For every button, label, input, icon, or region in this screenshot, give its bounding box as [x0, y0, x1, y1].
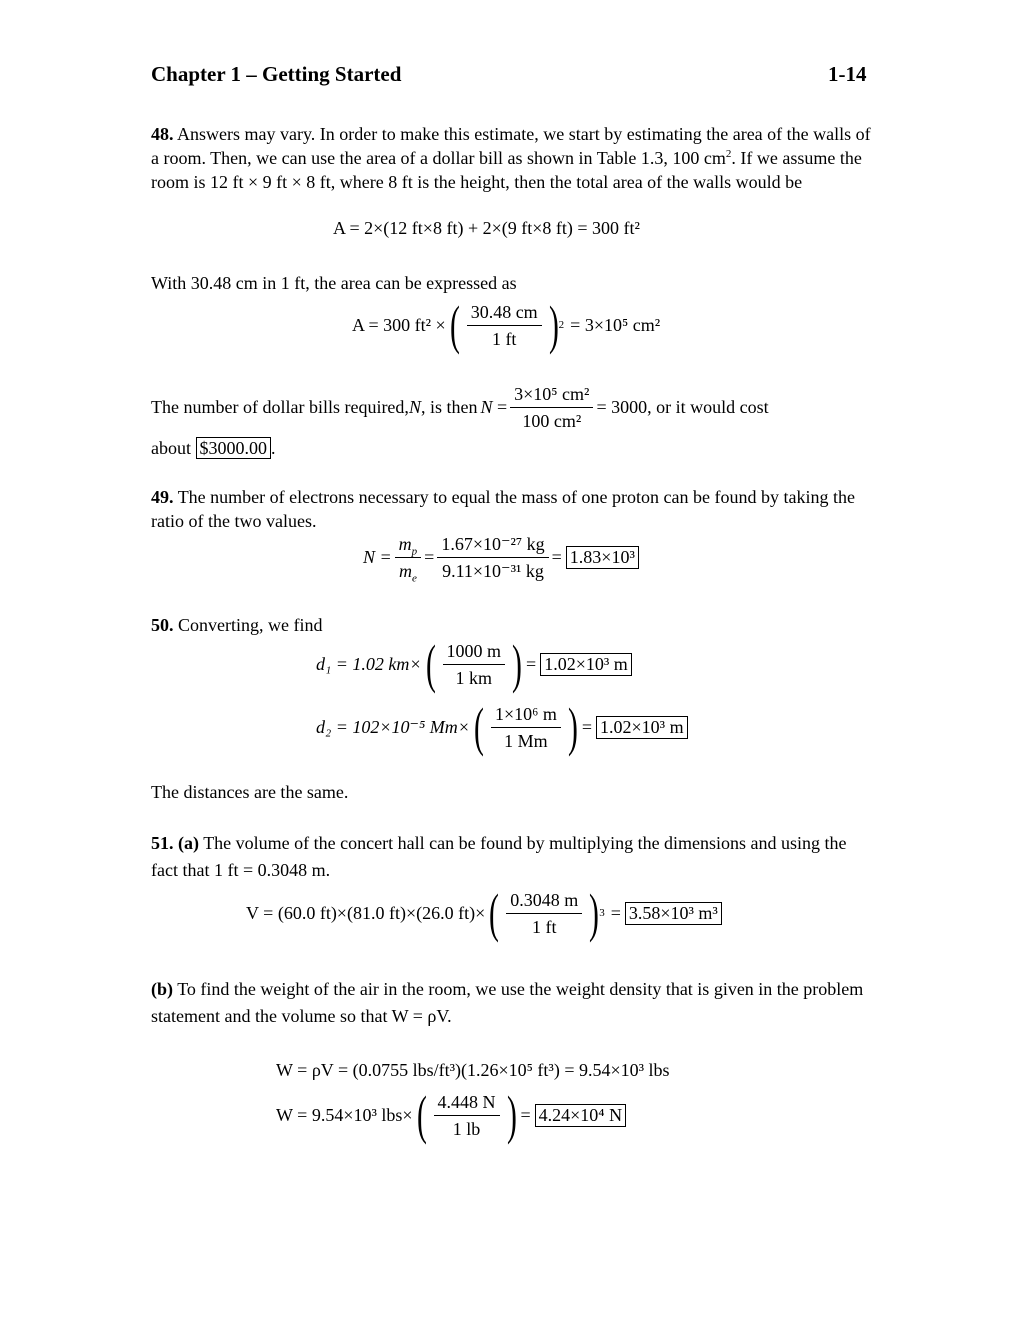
page-number: 1-14 — [828, 62, 867, 86]
paren-close: ) — [506, 1085, 517, 1145]
paren-open: ( — [489, 883, 500, 943]
paren-close: ) — [548, 295, 559, 355]
problem-number: 48. — [151, 124, 174, 144]
eq-left: W = 9.54×10³ lbs× — [276, 1104, 413, 1125]
var-n: N — [408, 397, 421, 417]
paren-open: ( — [416, 1085, 427, 1145]
problem-51a-body: The volume of the concert hall can be found by multiplying the dimensions and using the fact that 1 ft = 0.3048 m. — [151, 833, 847, 880]
denominator: 100 cm² — [522, 411, 582, 431]
denominator: 1 Mm — [504, 730, 548, 751]
equation-d2: d₂ = 102×10⁻⁵ Mm× ( $\frac{\text{1×10⁶ m}}{1 Mm}$ ) = 1.02×10³ m — [316, 700, 688, 754]
equation-d1: d₁ = 1.02 km× ( $\frac{1000 m}{1 km}$ ) = 1.02×10³ m — [316, 637, 632, 691]
text: , or it would cost — [647, 397, 769, 417]
equation-weight-newtons: W = 9.54×10³ lbs× ( $\frac{4.448 N}{1 lb}$ ) = 4.24×10⁴ N — [276, 1088, 626, 1142]
equation-volume: V = (60.0 ft)×(81.0 ft)×(26.0 ft)× ( $\frac{0.3048 m}{1 ft}$ ) 3 = 3.58×10³ m³ — [246, 886, 722, 940]
eq-left: N = — [363, 547, 392, 567]
paren-open: ( — [449, 295, 460, 355]
problem-49-text — [151, 485, 871, 533]
numerator: 1000 m — [443, 640, 506, 665]
problem-49-body: The number of electrons necessary to equal the mass of one proton can be found by taking the ratio of the two values. — [151, 487, 855, 531]
problem-number: 50. — [151, 615, 174, 635]
text: The number of dollar bills required, — [151, 397, 409, 417]
problem-48-text: 48. Answers may vary. In order to make this estimate, we start by estimating the area of the walls of a room. Then, we can use the area of a dollar bill as shown in Table 1.3, 100 $cm^2$. If we assume the room is 12 ft × 9 ft × 8 ft, where 8 ft is the height, then the total area of the walls would be — [151, 124, 871, 192]
eq-right: = 3×10⁵ cm² — [570, 314, 661, 335]
numerator: 1×10⁶ m — [491, 703, 561, 728]
numerator: 1.67×10⁻²⁷ kg — [437, 533, 548, 558]
problem-51b-text — [151, 976, 871, 1030]
eq-left: d₂ = 102×10⁻⁵ Mm× — [316, 716, 470, 737]
eq-left: d₁ = 1.02 km× — [316, 653, 422, 674]
numerator: $m_p$ — [395, 533, 422, 558]
numerator: 0.3048 m — [506, 889, 582, 914]
problem-48-body: Answers may vary. In order to make this estimate, we start by estimating the area of the walls of a room. Then, we can use the area of a dollar bill as shown in Table 1.3, 100 cm — [151, 124, 871, 168]
problem-51a-text — [151, 830, 871, 884]
boxed-answer: 3.58×10³ m³ — [625, 902, 722, 925]
problem-number: 51. (a) — [151, 833, 199, 853]
problem-number: 49. — [151, 487, 174, 507]
fraction — [510, 383, 593, 432]
equation-area-walls: A = 2×(12 ft×8 ft) + 2×(9 ft×8 ft) = 300 ft² — [333, 218, 640, 238]
paren-open: ( — [425, 634, 436, 694]
problem-50-body: Converting, we find — [178, 615, 323, 635]
eq-right: = 3000 — [596, 397, 648, 417]
fraction-values — [437, 533, 548, 582]
equation-electron-ratio: N = $\frac{m_p}{m_e}$ = $\frac{\text{1.67×10⁻²⁷ kg}}{\text{9.11×10⁻³¹ kg}}$ = 1.83×10³ — [363, 533, 639, 582]
fraction — [467, 301, 542, 350]
problem-50-text — [151, 615, 322, 636]
text: about — [151, 438, 196, 458]
eq-left: A = 300 ft² × — [352, 314, 446, 335]
distances-conclusion: The distances are the same. — [151, 782, 349, 802]
text: , is then — [420, 397, 478, 417]
area-conversion-text: With 30.48 cm in 1 ft, the area can be expressed as — [151, 273, 517, 293]
equation-weight-lbs: W = ρV = (0.0755 lbs/ft³)(1.26×10⁵ ft³) = 9.54×10³ lbs — [276, 1060, 670, 1080]
boxed-answer: 1.83×10³ — [566, 546, 639, 569]
text: . — [271, 438, 276, 458]
numerator: 3×10⁵ cm² — [510, 383, 593, 408]
denominator: 1 lb — [452, 1118, 481, 1139]
answer-line-48 — [151, 438, 276, 459]
paren-open: ( — [473, 697, 484, 757]
numerator: 4.448 N — [434, 1091, 500, 1116]
paren-close: ) — [567, 697, 578, 757]
numerator: 30.48 cm — [467, 301, 542, 326]
fraction — [491, 703, 561, 752]
denominator: $m_e$ — [398, 561, 417, 585]
equation-area-cm2: A = 300 ft² × ( $\frac{30.48 cm}{1 ft}$ ) 2 = 3×10⁵ cm² — [352, 295, 661, 355]
dollar-bills-line: The number of dollar bills required, N , is then N = $\frac{\text{3×10⁵ cm²}}{\text{100 cm²}}$ = 3000 , or it would cost — [151, 384, 769, 431]
denominator: 9.11×10⁻³¹ kg — [442, 561, 544, 581]
paren-close: ) — [512, 634, 522, 694]
denominator: 1 km — [455, 667, 493, 688]
denominator: 1 ft — [531, 916, 557, 937]
boxed-answer: 4.24×10⁴ N — [535, 1104, 626, 1127]
problem-51b-body: To find the weight of the air in the room, we use the weight density that is given in the problem statement and the volume so that W = ρV. — [151, 979, 864, 1026]
boxed-answer: $3000.00 — [196, 437, 272, 459]
part-label: (b) — [151, 979, 173, 999]
problem-48-body-2: . If we assume the room is 12 ft × 9 ft × 8 ft, where 8 ft is the height, then the total area of the walls would be — [151, 148, 862, 192]
eq-left: V = (60.0 ft)×(81.0 ft)×(26.0 ft)× — [246, 902, 486, 923]
fraction — [443, 640, 506, 689]
boxed-answer: 1.02×10³ m — [540, 653, 632, 676]
fraction — [434, 1091, 500, 1140]
fraction-symbols — [395, 533, 422, 585]
page-title: Chapter 1 – Getting Started — [151, 62, 402, 86]
boxed-answer: 1.02×10³ m — [596, 716, 688, 739]
fraction — [506, 889, 582, 938]
paren-close: ) — [589, 883, 600, 943]
denominator: 1 ft — [491, 328, 517, 349]
